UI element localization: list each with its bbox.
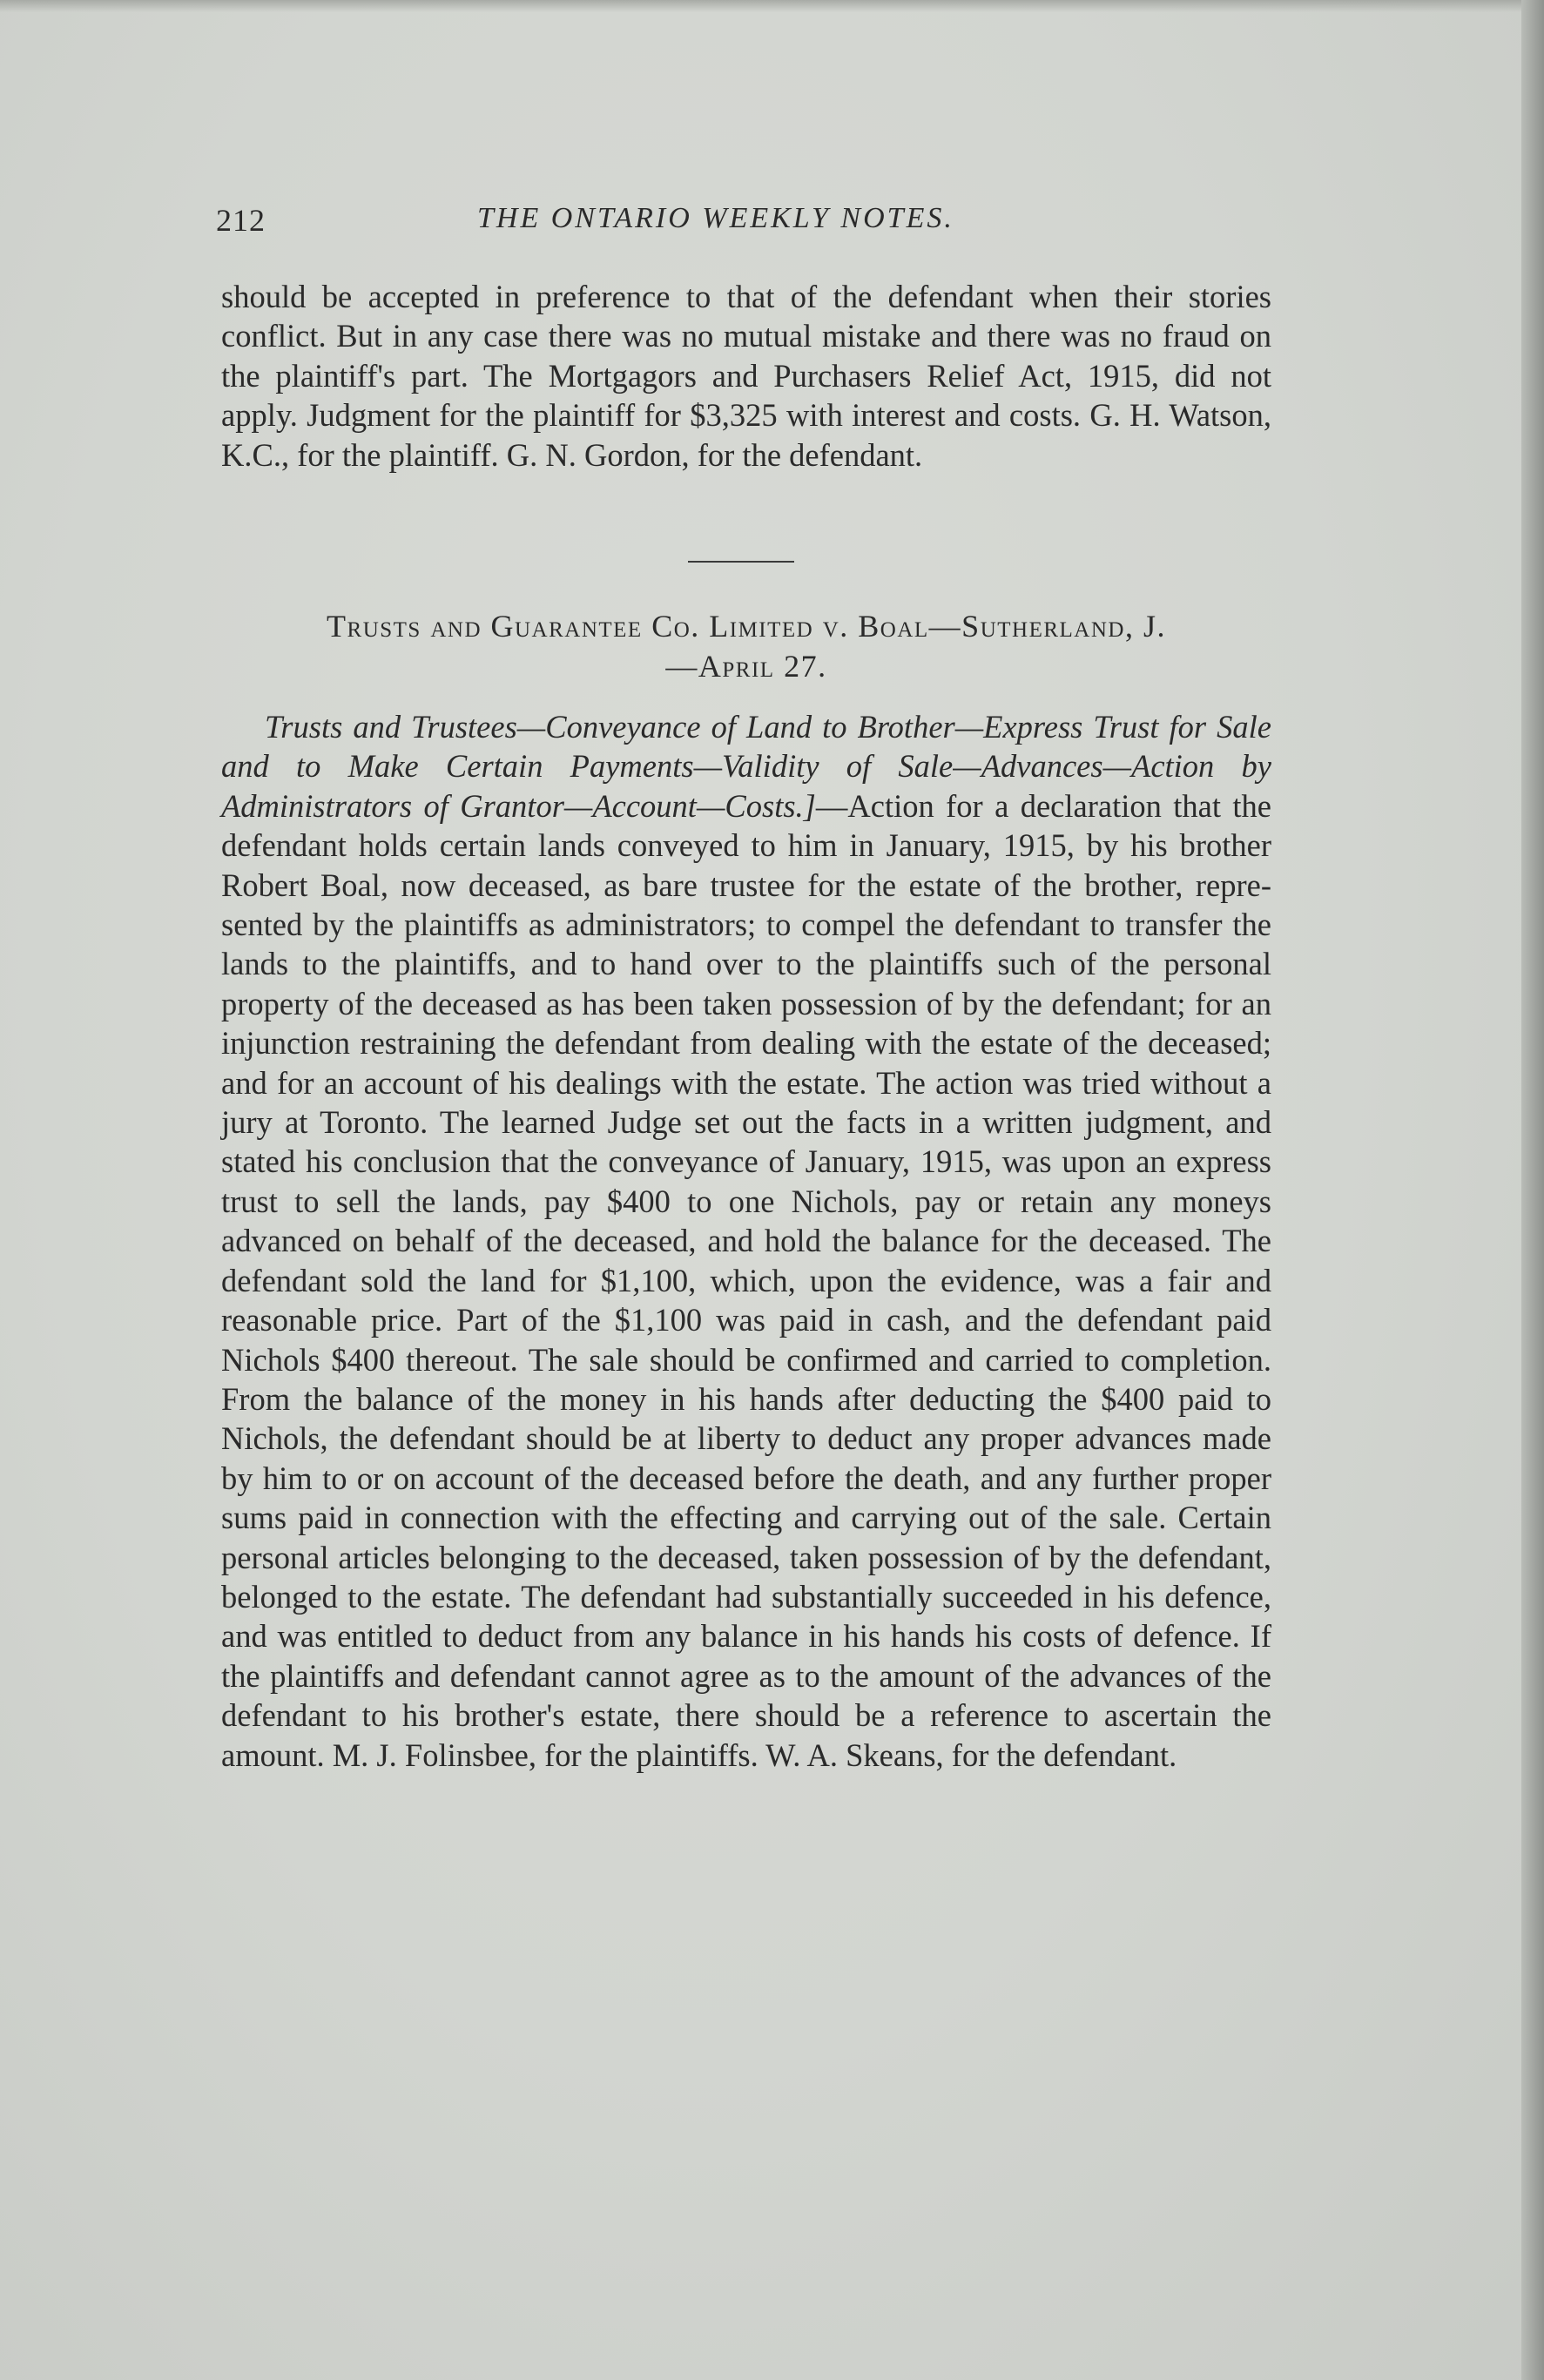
- page-binding-edge: [1521, 0, 1544, 2380]
- page-number: 212: [216, 203, 266, 238]
- paragraph-continued: should be accepted in preference to that of the defendant when their stories conflict. But in any case there was no mutual mistake and there was no fraud on the plaintiff's part. The Mortgagors and Purchasers Relief Act, 1915, did not apply. Judgment for the plaintiff for $3,325 with interest and costs. G. H. Watson, K.C., for the plaintiff. G. N. Gordon, for the defendant.: [221, 279, 1271, 473]
- case-title: Trusts and Guarantee Co. Limited v. Boal—Sutherland, J.: [327, 609, 1166, 644]
- running-head: [216, 202, 1271, 254]
- case-body: —Action for a declaration that the defendant holds certain lands conveyed to him in January, 1915, by his brother Robert Boal, now deceased, as bare trustee for the estate of the brother, represented by the plaintiffs as administrators; to compel the defendant to transfer the lands to the plaintiffs, and to hand over to the plaintiffs such of the personal property of the deceased as has been taken possession of by the defendant; for an injunction restraining the defendant from dealing with the estate of the deceased; and for an account of his dealings with the estate. The action was tried without a jury at Toronto. The learned Judge set out the facts in a written judgment, and stated his conclusion that the conveyance of January, 1915, was upon an express trust to sell the lands, pay $400 to one Nichols, pay or retain any moneys advanced on behalf of the deceased, and hold the balance for the deceased. The defendant sold the land for $1,100, which, upon the evidence, was a fair and reasonable price. Part of the $1,100 was paid in cash, and the defendant paid Nichols $400 thereout. The sale should be confirmed and carried to completion. From the balance of the money in his hands after deducting the $400 paid to Nichols, the defendant should be at liberty to deduct any proper advances made by him to or on account of the deceased before the death, and any further proper sums paid in connection with the effecting and carrying out of the sale. Certain personal articles belonging to the deceased, taken possession of by the defendant, belonged to the estate. The defendant had substantially succeeded in his defence, and was entitled to deduct from any balance in his hands his costs of defence. If the plaintiffs and defendant cannot agree as to the amount of the advances of the defendant to his brother's estate, there should be a reference to ascertain the amount. M. J. Folinsbee, for the plaintiffs. W. A. Skeans, for the defendant.: [221, 787, 1271, 1773]
- case-headnote: Trusts and Trustees—Conveyance of Land to Brother—Express Trust for Sale and to Make Certain Payments—Validity of Sale—Advances—Action by Administrators of Grantor—Account—Costs.]: [221, 709, 1271, 824]
- section-divider: [688, 561, 794, 563]
- page-top-shadow: [0, 0, 1544, 12]
- case-heading: [221, 606, 1271, 686]
- journal-title: THE ONTARIO WEEKLY NOTES.: [477, 202, 954, 234]
- case-report: [221, 707, 1271, 1775]
- case-date: —April 27.: [665, 649, 827, 684]
